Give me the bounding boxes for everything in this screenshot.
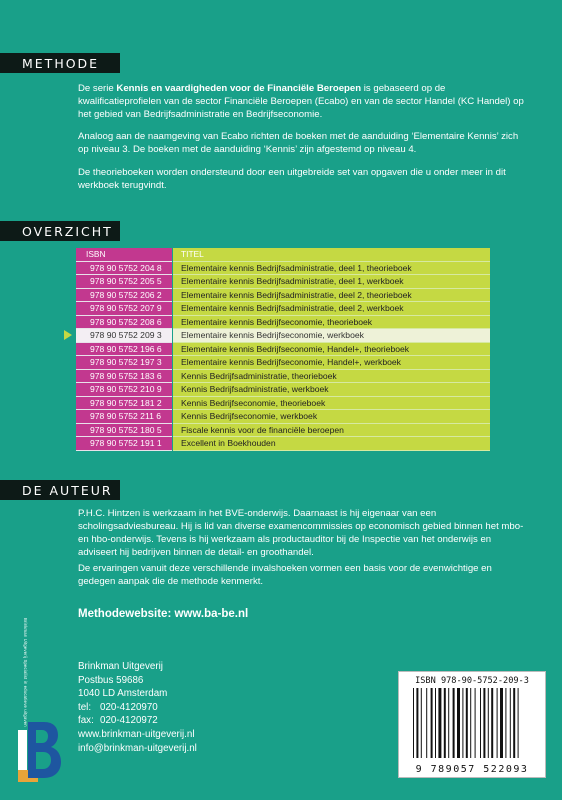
table-row (76, 316, 490, 330)
isbn-cell: 978 90 5752 208 6 (76, 316, 172, 330)
title-cell: Elementaire kennis Bedrijfseconomie, werkboek (173, 329, 490, 343)
title-cell: Elementaire kennis Bedrijfsadministratie, deel 1, theorieboek (173, 262, 490, 276)
table-row (76, 329, 490, 343)
table-row (76, 356, 490, 370)
title-cell: Elementaire kennis Bedrijfsadministratie, deel 2, werkboek (173, 302, 490, 316)
methode-paragraph-3: De theorieboeken worden ondersteund door een uitgebreide set van opgaven die u onder meer in dit werkboek terugvindt. (78, 167, 506, 191)
publisher-address (78, 660, 197, 755)
isbn-cell: 978 90 5752 191 1 (76, 437, 172, 451)
isbn-cell: 978 90 5752 205 5 (76, 275, 172, 289)
title-cell: Excellent in Boekhouden (173, 437, 490, 451)
auteur-paragraph-1: P.H.C. Hintzen is werkzaam in het BVE-onderwijs. Daarnaast is hij eigenaar van een scholingsadviesbureau. Hij is lid van diverse examencommissies op economisch gebied binnen het mbo- en hbo-onderwijs. Tevens is hij werkzaam als productauditor bij de Inspectie van het onderwijs en adviseert hij bedrijven binnen de detail- en groothandel. (78, 508, 524, 558)
title-cell: Elementaire kennis Bedrijfsadministratie, deel 2, theorieboek (173, 289, 490, 303)
table-row (76, 370, 490, 384)
table-row (76, 383, 490, 397)
series-title: Kennis en vaardigheden voor de Financiële Beroepen (116, 83, 362, 94)
publisher-tagline: Brinkman Uitgeverij Specialist in educatieve uitgaven (23, 618, 28, 727)
methode-p1-pre: De serie (78, 83, 117, 94)
isbn-cell: 978 90 5752 180 5 (76, 424, 172, 438)
title-cell: Elementaire kennis Bedrijfseconomie, theorieboek (173, 316, 490, 330)
section-header-methode: METHODE (0, 53, 120, 73)
table-row (76, 397, 490, 411)
title-cell: Kennis Bedrijfsadministratie, werkboek (173, 383, 490, 397)
publisher-web: www.brinkman-uitgeverij.nl (78, 728, 195, 740)
isbn-cell: 978 90 5752 204 8 (76, 262, 172, 276)
isbn-cell: 978 90 5752 196 6 (76, 343, 172, 357)
title-cell: Kennis Bedrijfseconomie, werkboek (173, 410, 490, 424)
title-cell: Kennis Bedrijfseconomie, theorieboek (173, 397, 490, 411)
section-header-overzicht: OVERZICHT (0, 221, 120, 241)
title-cell: Elementaire kennis Bedrijfsadministratie, deel 1, werkboek (173, 275, 490, 289)
table-row (76, 343, 490, 357)
isbn-cell: 978 90 5752 197 3 (76, 356, 172, 370)
current-book-arrow-icon (64, 330, 72, 340)
methode-paragraph-1 (78, 82, 530, 121)
brinkman-logo-icon (18, 722, 62, 784)
tel-label: tel: (78, 701, 92, 713)
isbn-cell: 978 90 5752 210 9 (76, 383, 172, 397)
table-row (76, 302, 490, 316)
table-row (76, 437, 490, 451)
isbn-cell: 978 90 5752 206 2 (76, 289, 172, 303)
barcode-digits: 9 789057 522093 (415, 764, 529, 775)
book-overview-table (76, 248, 490, 451)
table-row (76, 410, 490, 424)
isbn-cell: 978 90 5752 207 9 (76, 302, 172, 316)
publisher-city: 1040 LD Amsterdam (78, 688, 168, 700)
auteur-paragraph-2: De ervaringen vanuit deze verschillende invalshoeken vormen een basis voor de evenwichtige en gedegen aanpak die de methode kenmerkt. (78, 563, 492, 587)
title-cell: Elementaire kennis Bedrijfseconomie, Handel+, theorieboek (173, 343, 490, 357)
column-header-isbn: ISBN (76, 248, 172, 262)
isbn-cell: 978 90 5752 211 6 (76, 410, 172, 424)
table-header-row (76, 248, 490, 262)
isbn-cell: 978 90 5752 183 6 (76, 370, 172, 384)
methode-paragraph-2: Analoog aan de naamgeving van Ecabo richten de boeken met de aanduiding ‘Elementaire Kennis’ zich op niveau 3. De boeken met de aanduiding ‘Kennis’ zijn afgestemd op niveau 4. (78, 131, 519, 155)
fax-label: fax: (78, 715, 94, 727)
title-cell: Fiscale kennis voor de financiële beroepen (173, 424, 490, 438)
isbn-number: ISBN 978-90-5752-209-3 (415, 676, 529, 686)
publisher-email: info@brinkman-uitgeverij.nl (78, 742, 197, 754)
barcode-label (398, 671, 546, 778)
table-row (76, 289, 490, 303)
isbn-cell: 978 90 5752 209 3 (76, 329, 172, 343)
title-cell: Elementaire kennis Bedrijfseconomie, Handel+, werkboek (173, 356, 490, 370)
publisher-tel (78, 701, 197, 715)
table-row (76, 424, 490, 438)
publisher-fax (78, 714, 197, 728)
table-row (76, 275, 490, 289)
isbn-cell: 978 90 5752 181 2 (76, 397, 172, 411)
title-cell: Kennis Bedrijfsadministratie, theorieboek (173, 370, 490, 384)
publisher-name: Brinkman Uitgeverij (78, 661, 163, 672)
publisher-postbus: Postbus 59686 (78, 674, 144, 686)
barcode-icon (407, 688, 539, 758)
table-row (76, 262, 490, 276)
section-header-auteur: DE AUTEUR (0, 480, 120, 500)
fax-number: 020-4120972 (100, 715, 158, 727)
method-website: Methodewebsite: www.ba-be.nl (78, 608, 249, 620)
tel-number: 020-4120970 (100, 701, 158, 713)
methode-p1-post: is gebaseerd op de kwalificatieprofielen van de sector Financiële Beroepen (Ecabo) en van de sector Handel (KC Handel) op het gebied van Bedrijfsadministratie en Bedrijfseconomie. (78, 83, 524, 120)
column-header-titel: TITEL (173, 248, 490, 262)
